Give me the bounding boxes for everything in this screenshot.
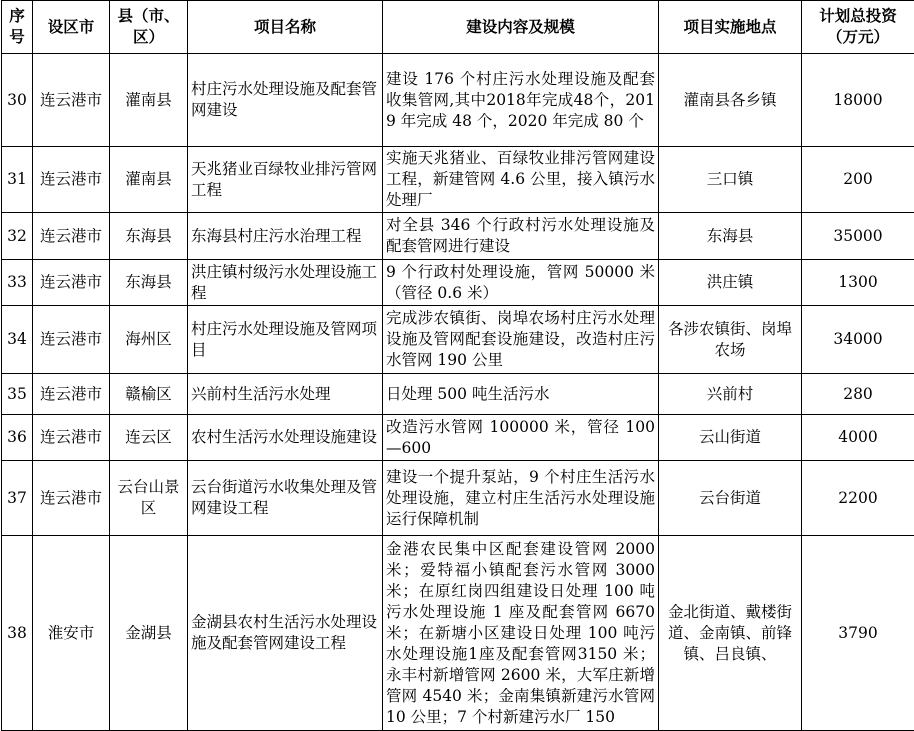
project-table	[1, 0, 914, 731]
cell-name: 村庄污水处理设施及配套管网建设	[188, 54, 383, 147]
cell-location: 云台街道	[659, 461, 802, 536]
cell-investment: 280	[802, 374, 914, 415]
cell-content: 日处理 500 吨生活污水	[383, 374, 659, 415]
cell-city: 连云港市	[33, 374, 110, 415]
cell-seq: 33	[2, 260, 33, 306]
cell-investment: 18000	[802, 54, 914, 147]
table-row	[2, 260, 914, 306]
cell-content: 建设 176 个村庄污水处理设施及配套收集管网,其中2018年完成48个，2019 年完成 48 个，2020 年完成 80 个	[383, 54, 659, 147]
header-name: 项目名称	[188, 1, 383, 54]
cell-seq: 35	[2, 374, 33, 415]
cell-content: 对全县 346 个行政村污水处理设施及配套管网进行建设	[383, 213, 659, 260]
table-row	[2, 461, 914, 536]
cell-content: 建设一个提升泵站，9 个村庄生活污水处理设施，建立村庄生活污水处理设施运行保障机制	[383, 461, 659, 536]
cell-name: 村庄污水处理设施及管网项目	[188, 306, 383, 374]
cell-county: 东海县	[110, 260, 188, 306]
cell-seq: 30	[2, 54, 33, 147]
cell-investment: 35000	[802, 213, 914, 260]
table-row	[2, 374, 914, 415]
table-row	[2, 54, 914, 147]
cell-location: 兴前村	[659, 374, 802, 415]
cell-location: 东海县	[659, 213, 802, 260]
cell-location: 灌南县各乡镇	[659, 54, 802, 147]
cell-city: 连云港市	[33, 461, 110, 536]
cell-content: 金港农民集中区配套建设管网 2000 米；爱特福小镇配套污水管网 3000 米；在原红岗四组建设日处理 100 吨污水处理设施 1 座及配套管网 6670 米；在新塘小区建设日处理 100 吨污水处理设施1座及配套管网3150 米；永丰村新增管网 2600 米，大军庄新增管网 4540 米；金南集镇新建污水管网 10 公里；7 个村新建污水厂 150	[383, 536, 659, 731]
header-seq: 序号	[2, 1, 33, 54]
table-row	[2, 306, 914, 374]
cell-investment: 4000	[802, 415, 914, 461]
cell-name: 金湖县农村生活污水处理设施及配套管网建设工程	[188, 536, 383, 731]
cell-seq: 34	[2, 306, 33, 374]
cell-location: 云山街道	[659, 415, 802, 461]
table-row	[2, 213, 914, 260]
cell-city: 淮安市	[33, 536, 110, 731]
cell-investment: 34000	[802, 306, 914, 374]
cell-city: 连云港市	[33, 213, 110, 260]
cell-name: 云台街道污水收集处理及管网建设工程	[188, 461, 383, 536]
cell-investment: 200	[802, 147, 914, 213]
cell-name: 兴前村生活污水处理	[188, 374, 383, 415]
cell-location: 三口镇	[659, 147, 802, 213]
header-investment: 计划总投资（万元）	[802, 1, 914, 54]
header-row	[2, 1, 914, 54]
cell-content: 9 个行政村处理设施，管网 50000 米（管径 0.6 米）	[383, 260, 659, 306]
cell-name: 农村生活污水处理设施建设	[188, 415, 383, 461]
cell-name: 天兆猪业百绿牧业排污管网工程	[188, 147, 383, 213]
table-row	[2, 415, 914, 461]
cell-location: 各涉农镇街、岗埠农场	[659, 306, 802, 374]
cell-county: 灌南县	[110, 147, 188, 213]
cell-content: 改造污水管网 100000 米，管径 100—600	[383, 415, 659, 461]
cell-investment: 3790	[802, 536, 914, 731]
cell-city: 连云港市	[33, 54, 110, 147]
cell-county: 云台山景区	[110, 461, 188, 536]
cell-county: 灌南县	[110, 54, 188, 147]
cell-county: 金湖县	[110, 536, 188, 731]
table-row	[2, 536, 914, 731]
cell-name: 洪庄镇村级污水处理设施工程	[188, 260, 383, 306]
cell-seq: 32	[2, 213, 33, 260]
cell-content: 完成涉农镇街、岗埠农场村庄污水处理设施及管网配套设施建设，改造村庄污水管网 190 公里	[383, 306, 659, 374]
cell-seq: 31	[2, 147, 33, 213]
cell-city: 连云港市	[33, 306, 110, 374]
cell-name: 东海县村庄污水治理工程	[188, 213, 383, 260]
cell-city: 连云港市	[33, 415, 110, 461]
cell-county: 连云区	[110, 415, 188, 461]
header-location: 项目实施地点	[659, 1, 802, 54]
cell-city: 连云港市	[33, 260, 110, 306]
cell-content: 实施天兆猪业、百绿牧业排污管网建设工程，新建管网 4.6 公里，接入镇污水处理厂	[383, 147, 659, 213]
cell-investment: 2200	[802, 461, 914, 536]
cell-seq: 36	[2, 415, 33, 461]
cell-county: 赣榆区	[110, 374, 188, 415]
header-content: 建设内容及规模	[383, 1, 659, 54]
header-city: 设区市	[33, 1, 110, 54]
cell-location: 洪庄镇	[659, 260, 802, 306]
cell-location: 金北街道、戴楼街道、金南镇、前锋镇、吕良镇、	[659, 536, 802, 731]
header-county: 县（市、区）	[110, 1, 188, 54]
cell-investment: 1300	[802, 260, 914, 306]
cell-county: 海州区	[110, 306, 188, 374]
table-row	[2, 147, 914, 213]
cell-city: 连云港市	[33, 147, 110, 213]
cell-seq: 38	[2, 536, 33, 731]
cell-county: 东海县	[110, 213, 188, 260]
cell-seq: 37	[2, 461, 33, 536]
